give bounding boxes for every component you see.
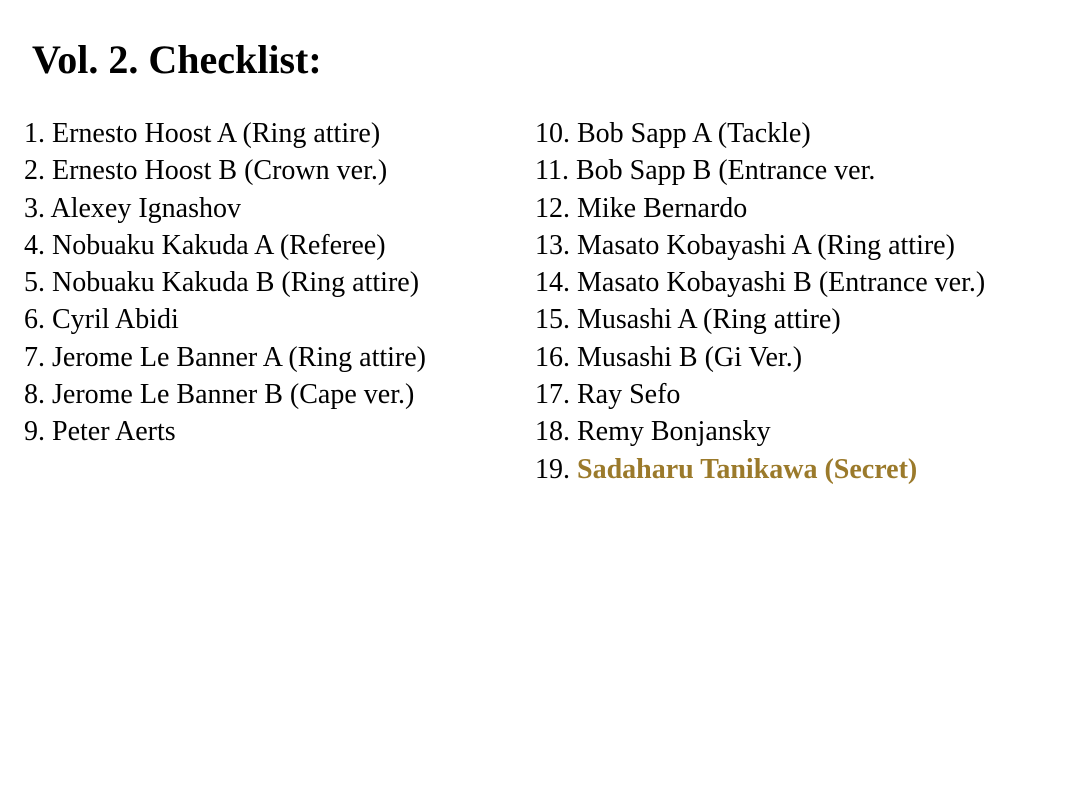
item-number: 12.: [535, 192, 570, 224]
checklist-item: [535, 376, 985, 413]
item-name: Ernesto Hoost B (Crown ver.): [52, 155, 388, 187]
checklist-item: [535, 190, 985, 227]
checklist-item: [24, 413, 426, 450]
item-name: Musashi B (Gi Ver.): [577, 341, 803, 373]
checklist-item: [24, 227, 426, 264]
checklist-item: [535, 339, 985, 376]
item-name: Ernesto Hoost A (Ring attire): [52, 118, 381, 149]
item-number: 14.: [535, 267, 570, 299]
checklist-item: [535, 301, 985, 338]
item-number: 9.: [24, 416, 45, 448]
checklist-item-secret: [535, 451, 985, 488]
checklist-item: [24, 339, 426, 376]
checklist-item: [24, 301, 426, 338]
item-name: Ray Sefo: [577, 379, 681, 411]
item-number: 15.: [535, 304, 570, 336]
item-name: Bob Sapp A (Tackle): [577, 118, 811, 149]
checklist-item: [24, 376, 426, 413]
item-number: 2.: [24, 155, 45, 187]
item-number: 7.: [24, 341, 45, 373]
checklist-left-column: [24, 115, 426, 451]
item-name: Nobuaku Kakuda B (Ring attire): [52, 267, 420, 299]
item-name: Alexey Ignashov: [50, 192, 241, 224]
item-name: Masato Kobayashi A (Ring attire): [577, 229, 955, 261]
item-number: 4.: [24, 229, 45, 261]
page-title: Vol. 2. Checklist:: [32, 37, 322, 82]
item-number: 13.: [535, 229, 570, 261]
item-number: 1.: [24, 118, 45, 149]
checklist-item: [535, 115, 985, 152]
checklist-item: [24, 152, 426, 189]
item-number: 18.: [535, 416, 570, 448]
item-number: 17.: [535, 379, 570, 411]
checklist-item: [24, 115, 426, 152]
checklist-item: [535, 413, 985, 450]
item-number: 19.: [535, 453, 570, 485]
checklist-item: [535, 264, 985, 301]
checklist-item: [535, 152, 985, 189]
checklist-item: [24, 190, 426, 227]
item-number: 16.: [535, 341, 570, 373]
checklist-right-column: [535, 115, 985, 488]
item-name: Mike Bernardo: [577, 192, 748, 224]
checklist-item: [535, 227, 985, 264]
item-number: 3.: [24, 192, 45, 224]
item-number: 11.: [535, 155, 569, 187]
item-name: Jerome Le Banner B (Cape ver.): [52, 379, 415, 411]
item-name: Cyril Abidi: [52, 304, 179, 336]
item-name: Bob Sapp B (Entrance ver.: [575, 155, 876, 187]
item-name: Masato Kobayashi B (Entrance ver.): [577, 267, 986, 299]
item-number: 5.: [24, 267, 45, 299]
checklist-item: [24, 264, 426, 301]
item-number: 8.: [24, 379, 45, 411]
item-name: Musashi A (Ring attire): [577, 304, 841, 336]
item-name: Peter Aerts: [52, 416, 176, 448]
item-name-secret: Sadaharu Tanikawa (Secret): [577, 453, 918, 485]
item-number: 6.: [24, 304, 45, 336]
item-name: Nobuaku Kakuda A (Referee): [52, 229, 386, 261]
item-number: 10.: [535, 118, 570, 149]
item-name: Remy Bonjansky: [577, 416, 771, 448]
item-name: Jerome Le Banner A (Ring attire): [52, 341, 426, 373]
